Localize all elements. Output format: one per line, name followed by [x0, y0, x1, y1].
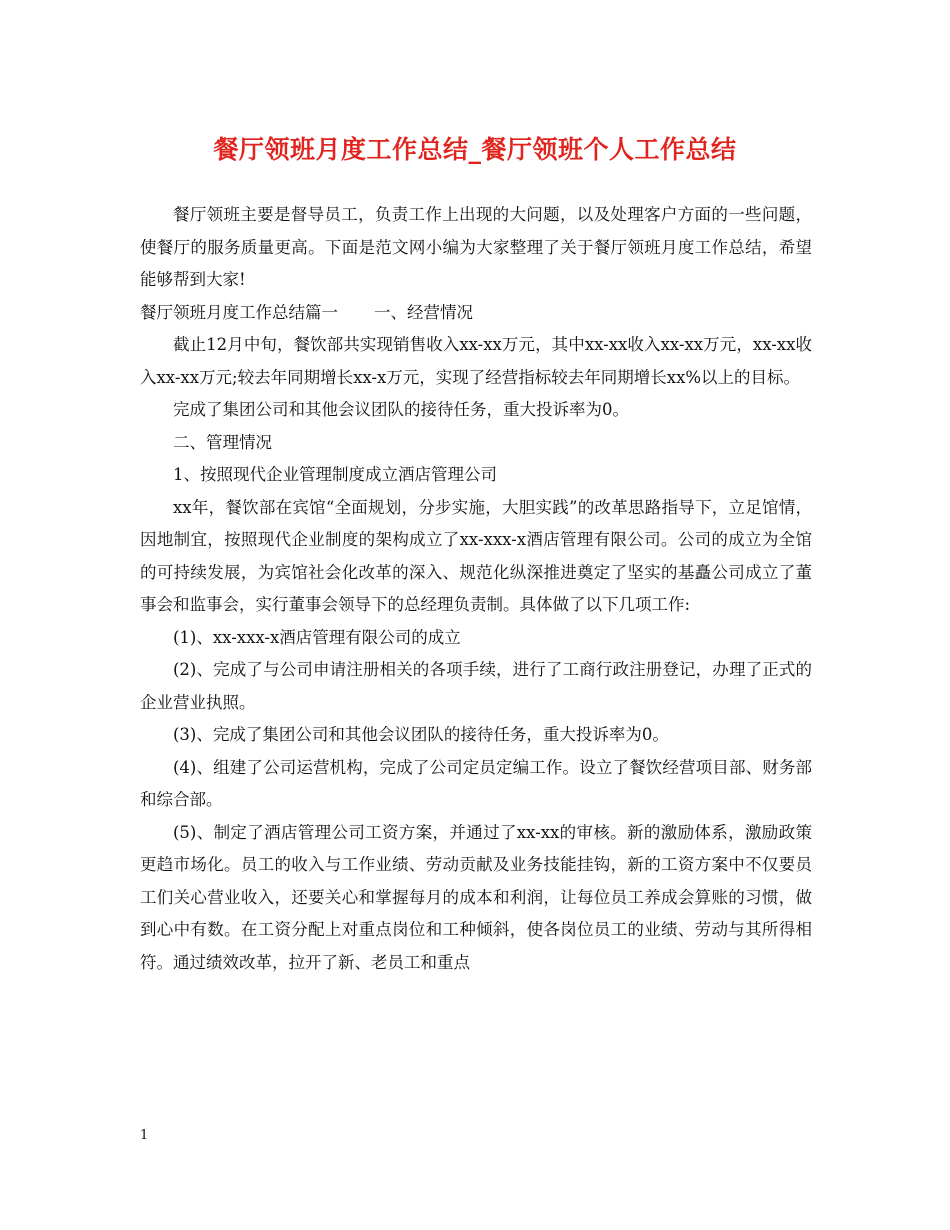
- section-heading: 一、经营情况: [374, 302, 473, 322]
- subsection-heading: 1、按照现代企业管理制度成立酒店管理公司: [173, 465, 497, 484]
- page-number: 1: [140, 1128, 149, 1143]
- paragraph-intro: 餐厅领班主要是督导员工，负责工作上出现的大问题，以及处理客户方面的一些问题，使餐厅的服务质量更高。下面是范文网小编为大家整理了关于餐厅领班月度工作总结，希望能够帮到大家!: [140, 205, 812, 289]
- document-title: 餐厅领班月度工作总结_餐厅领班个人工作总结: [213, 135, 737, 164]
- article-heading: 餐厅领班月度工作总结篇一: [140, 302, 338, 322]
- paragraph-sales: 截止12月中旬，餐饮部共实现销售收入xx-xx万元，其中xx-xx收入xx-xx万元，xx-xx收入xx-xx万元;较去年同期增长xx-x万元，实现了经营指标较去年同期增长xx%以上的目标。: [140, 335, 812, 387]
- document-body: [140, 199, 812, 979]
- list-item-5: (5)、制定了酒店管理公司工资方案，并通过了xx-xx的审核。新的激励体系，激励政策更趋市场化。员工的收入与工作业绩、劳动贡献及业务技能挂钩，新的工资方案中不仅要员工们关心营业收入，还要关心和掌握每月的成本和利润，让每位员工养成会算账的习惯，做到心中有数。在工资分配上对重点岗位和工种倾斜，使各岗位员工的业绩、劳动与其所得相符。通过绩效改革，拉开了新、老员工和重点: [140, 822, 812, 972]
- paragraph-reception: 完成了集团公司和其他会议团队的接待任务，重大投诉率为0。: [173, 400, 629, 419]
- section-heading-management: 二、管理情况: [173, 432, 272, 452]
- paragraph-company-setup: xx年，餐饮部在宾馆“全面规划，分步实施，大胆实践”的改革思路指导下，立足馆情，因地制宜，按照现代企业制度的架构成立了xx-xxx-x酒店管理有限公司。公司的成立为全馆的可持续发展，为宾馆社会化改革的深入、规范化纵深推进奠定了坚实的基矗公司成立了董事会和监事会，实行董事会领导下的总经理负责制。具体做了以下几项工作:: [140, 497, 812, 614]
- section-heading-line: [140, 297, 812, 330]
- list-item-1: (1)、xx-xxx-x酒店管理有限公司的成立: [173, 627, 461, 647]
- list-item-2: (2)、完成了与公司申请注册相关的各项手续，进行了工商行政注册登记，办理了正式的企业营业执照。: [140, 660, 812, 712]
- list-item-3: (3)、完成了集团公司和其他会议团队的接待任务，重大投诉率为0。: [173, 725, 669, 744]
- list-item-4: (4)、组建了公司运营机构，完成了公司定员定编工作。设立了餐饮经营项目部、财务部和综合部。: [140, 757, 812, 809]
